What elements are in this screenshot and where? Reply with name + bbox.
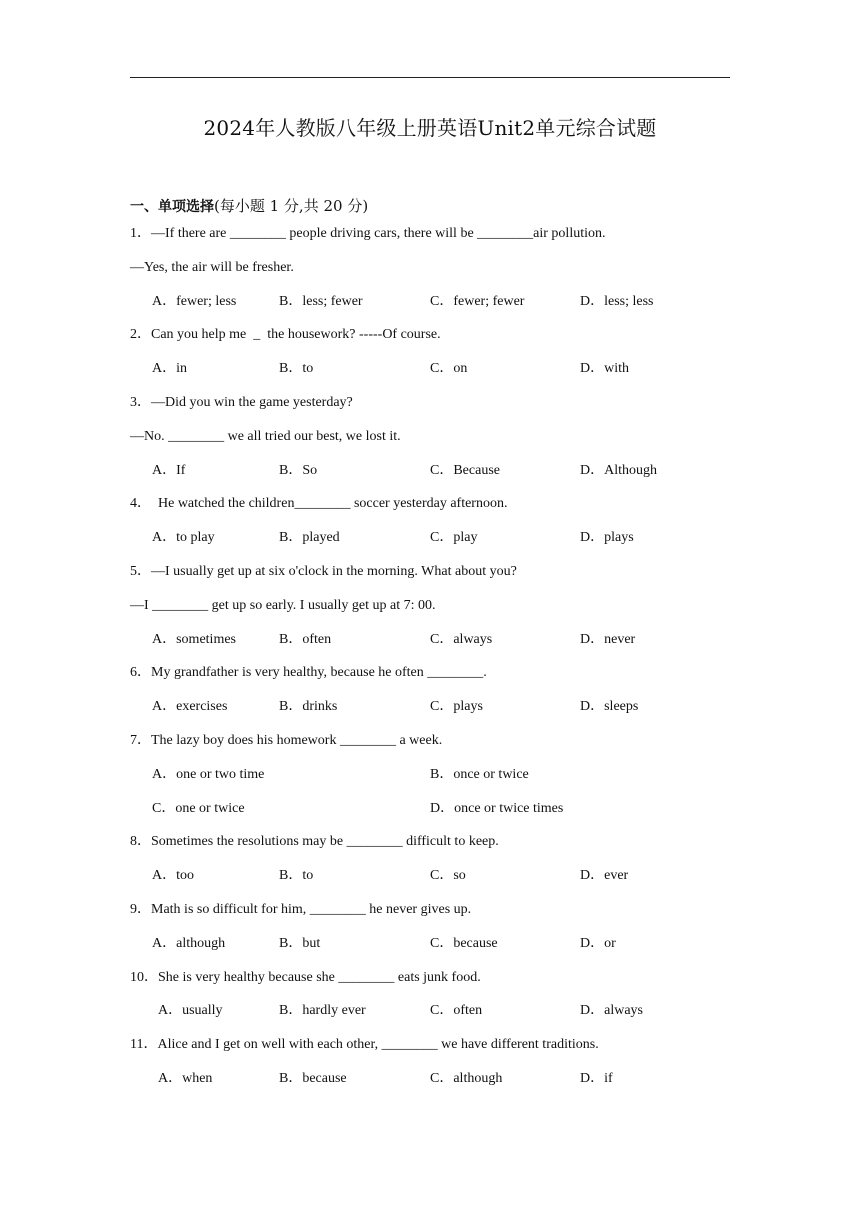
answer-options bbox=[130, 292, 730, 326]
option-d[interactable]: D．with bbox=[580, 361, 629, 377]
answer-options bbox=[130, 765, 730, 799]
question-item bbox=[130, 224, 730, 325]
header-rule bbox=[130, 77, 730, 78]
option-a[interactable]: A．one or two time bbox=[152, 766, 265, 782]
option-d[interactable]: D．if bbox=[580, 1070, 613, 1086]
option-a[interactable]: A．although bbox=[152, 935, 226, 951]
option-a[interactable]: A．too bbox=[152, 868, 194, 884]
option-d[interactable]: D．once or twice times bbox=[430, 800, 564, 816]
option-c[interactable]: C．because bbox=[430, 935, 498, 951]
option-c[interactable]: C．often bbox=[430, 1003, 483, 1019]
option-b[interactable]: B．because bbox=[279, 1070, 347, 1086]
option-c[interactable]: C．plays bbox=[430, 699, 483, 715]
question-stem: 6．My grandfather is very healthy, because he often ________. bbox=[130, 665, 487, 681]
option-d[interactable]: D．less; less bbox=[580, 293, 654, 309]
option-a[interactable]: A．in bbox=[152, 361, 187, 377]
option-c[interactable]: C．on bbox=[430, 361, 468, 377]
option-d[interactable]: D．never bbox=[580, 631, 636, 647]
question-item bbox=[130, 494, 730, 562]
answer-options bbox=[130, 1001, 730, 1035]
option-d[interactable]: D．ever bbox=[580, 868, 629, 884]
option-a[interactable]: A．sometimes bbox=[152, 631, 236, 647]
question-item bbox=[130, 663, 730, 731]
option-d[interactable]: D．or bbox=[580, 935, 616, 951]
option-b[interactable]: B．hardly ever bbox=[279, 1003, 366, 1019]
answer-options bbox=[130, 359, 730, 393]
answer-options bbox=[130, 697, 730, 731]
question-stem: 11．Alice and I get on well with each other, ________ we have different traditions. bbox=[130, 1037, 599, 1053]
answer-options bbox=[130, 799, 730, 833]
question-item bbox=[130, 900, 730, 968]
option-d[interactable]: D．always bbox=[580, 1003, 643, 1019]
option-d[interactable]: D．sleeps bbox=[580, 699, 639, 715]
option-c[interactable]: C．fewer; fewer bbox=[430, 293, 525, 309]
question-stem: 8．Sometimes the resolutions may be ________ difficult to keep. bbox=[130, 834, 499, 850]
question-item bbox=[130, 832, 730, 900]
option-a[interactable]: A．when bbox=[158, 1070, 213, 1086]
question-stem: 9．Math is so difficult for him, ________ he never gives up. bbox=[130, 901, 472, 917]
option-b[interactable]: B．to bbox=[279, 361, 314, 377]
question-stem: 7．The lazy boy does his homework ________ a week. bbox=[130, 732, 443, 748]
option-c[interactable]: C．always bbox=[430, 631, 493, 647]
question-stem: 5．—I usually get up at six o'clock in the morning. What about you? bbox=[130, 563, 517, 579]
question-dialogue-line: —I ________ get up so early. I usually get up at 7: 00. bbox=[130, 597, 436, 613]
option-c[interactable]: C．one or twice bbox=[152, 800, 245, 816]
question-stem: 2．Can you help me _ the housework? -----Of course. bbox=[130, 327, 441, 343]
question-item bbox=[130, 562, 730, 663]
question-item bbox=[130, 968, 730, 1036]
answer-options bbox=[130, 934, 730, 968]
question-item bbox=[130, 393, 730, 494]
option-c[interactable]: C．so bbox=[430, 868, 466, 884]
option-a[interactable]: A．fewer; less bbox=[152, 293, 237, 309]
option-c[interactable]: C．although bbox=[430, 1070, 503, 1086]
question-item bbox=[130, 325, 730, 393]
document-title: 2024年人教版八年级上册英语Unit2单元综合试题 bbox=[203, 116, 657, 140]
option-d[interactable]: D．Although bbox=[580, 462, 657, 478]
option-a[interactable]: A．usually bbox=[158, 1003, 223, 1019]
option-b[interactable]: B．played bbox=[279, 530, 340, 546]
question-item bbox=[130, 1035, 730, 1103]
section-heading bbox=[130, 195, 368, 216]
question-stem: 1．—If there are ________ people driving cars, there will be ________air pollution. bbox=[130, 226, 606, 241]
option-a[interactable]: A．to play bbox=[152, 530, 215, 546]
option-b[interactable]: B．often bbox=[279, 631, 332, 647]
answer-options bbox=[130, 461, 730, 495]
option-b[interactable]: B．So bbox=[279, 462, 318, 478]
answer-options bbox=[130, 528, 730, 562]
answer-options bbox=[130, 1069, 730, 1103]
answer-options bbox=[130, 630, 730, 664]
question-item bbox=[130, 731, 730, 832]
section-title: 一、单项选择 bbox=[130, 199, 214, 215]
question-stem: 4． He watched the children________ soccer yesterday afternoon. bbox=[130, 496, 508, 512]
question-dialogue-line: —Yes, the air will be fresher. bbox=[130, 259, 294, 275]
option-b[interactable]: B．but bbox=[279, 935, 321, 951]
section-scoring-note: (每小题 1 分,共 20 分) bbox=[214, 197, 369, 215]
option-b[interactable]: B．drinks bbox=[279, 699, 338, 715]
question-stem: 3．—Did you win the game yesterday? bbox=[130, 394, 353, 410]
option-a[interactable]: A．exercises bbox=[152, 699, 228, 715]
option-c[interactable]: C．play bbox=[430, 530, 478, 546]
question-stem: 10．She is very healthy because she ________ eats junk food. bbox=[130, 969, 481, 985]
option-b[interactable]: B．less; fewer bbox=[279, 293, 363, 309]
question-dialogue-line: —No. ________ we all tried our best, we lost it. bbox=[130, 428, 401, 444]
option-b[interactable]: B．to bbox=[279, 868, 314, 884]
answer-options bbox=[130, 866, 730, 900]
question-list bbox=[130, 224, 730, 1103]
option-a[interactable]: A．If bbox=[152, 462, 186, 478]
option-b[interactable]: B．once or twice bbox=[430, 766, 529, 782]
option-c[interactable]: C．Because bbox=[430, 462, 500, 478]
option-d[interactable]: D．plays bbox=[580, 530, 634, 546]
